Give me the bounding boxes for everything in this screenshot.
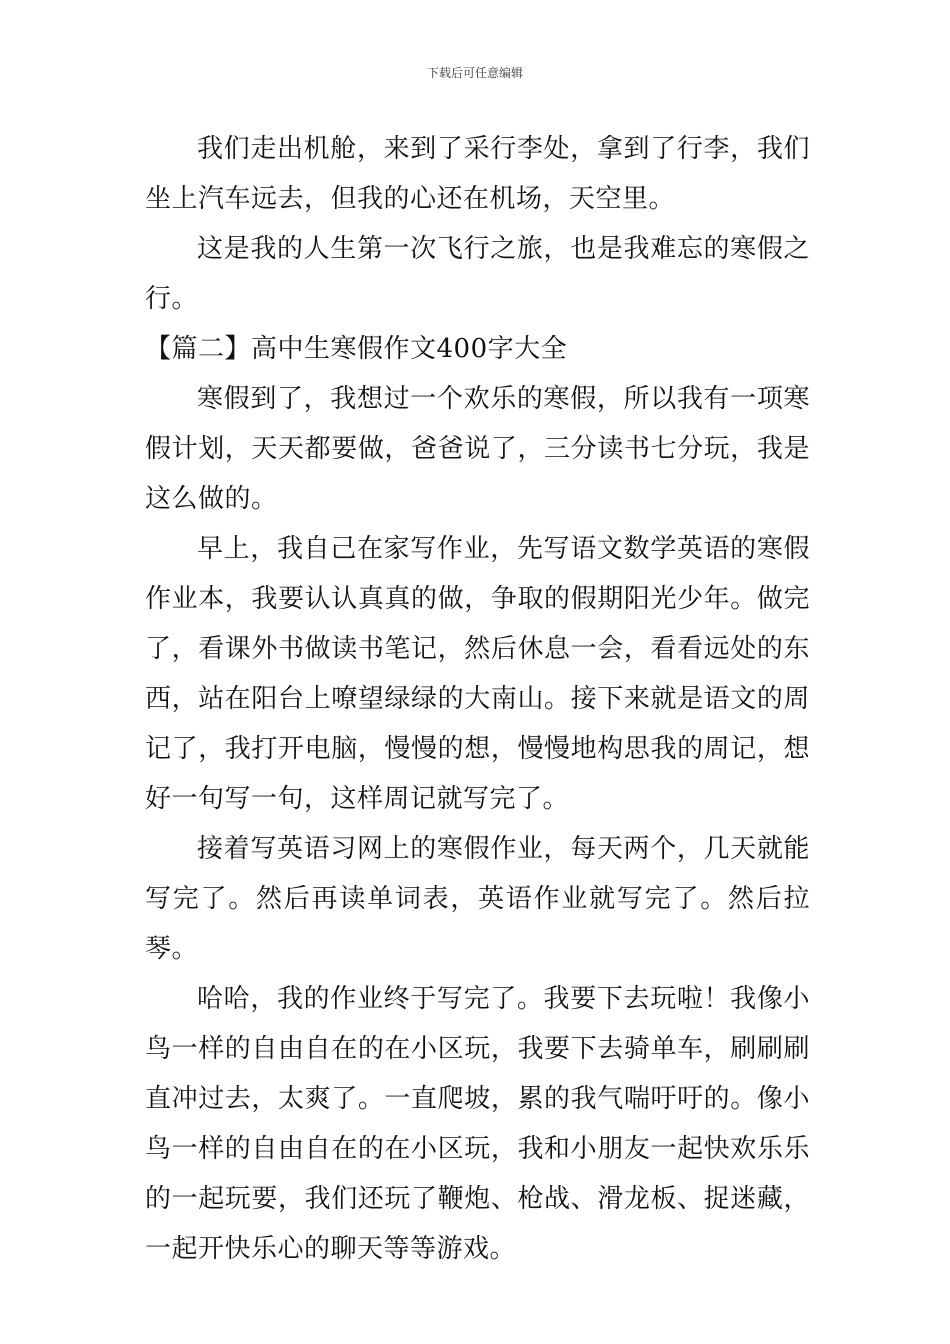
document-body bbox=[145, 124, 810, 1274]
paragraph: 寒假到了，我想过一个欢乐的寒假，所以我有一项寒假计划，天天都要做，爸爸说了，三分读书七分玩，我是这么做的。 bbox=[145, 384, 810, 514]
page-header: 下载后可任意编辑 bbox=[426, 66, 523, 80]
paragraph: 哈哈，我的作业终于写完了。我要下去玩啦！我像小鸟一样的自由自在的在小区玩，我要下去骑单车，刷刷刷直冲过去，太爽了。一直爬坡，累的我气喘吁吁的。像小鸟一样的自由自在的在小区玩，我和小朋友一起快欢乐乐的一起玩要，我们还玩了鞭炮、枪战、滑龙板、捉迷藏，一起开快乐心的聊天等等游戏。 bbox=[145, 984, 810, 1264]
paragraph: 我们走出机舱，来到了采行李处，拿到了行李，我们坐上汽车远去，但我的心还在机场，天空里。 bbox=[145, 134, 810, 214]
paragraph: 接着写英语习网上的寒假作业，每天两个，几天就能写完了。然后再读单词表，英语作业就写完了。然后拉琴。 bbox=[145, 834, 810, 964]
section-title: 【篇二】高中生寒假作文400字大全 bbox=[145, 334, 568, 364]
paragraph: 早上，我自己在家写作业，先写语文数学英语的寒假作业本，我要认认真真的做，争取的假期阳光少年。做完了，看课外书做读书笔记，然后休息一会，看看远处的东西，站在阳台上嘹望绿绿的大南山。接下来就是语文的周记了，我打开电脑，慢慢的想，慢慢地构思我的周记，想好一句写一句，这样周记就写完了。 bbox=[145, 534, 810, 814]
paragraph: 这是我的人生第一次飞行之旅，也是我难忘的寒假之行。 bbox=[145, 234, 810, 314]
